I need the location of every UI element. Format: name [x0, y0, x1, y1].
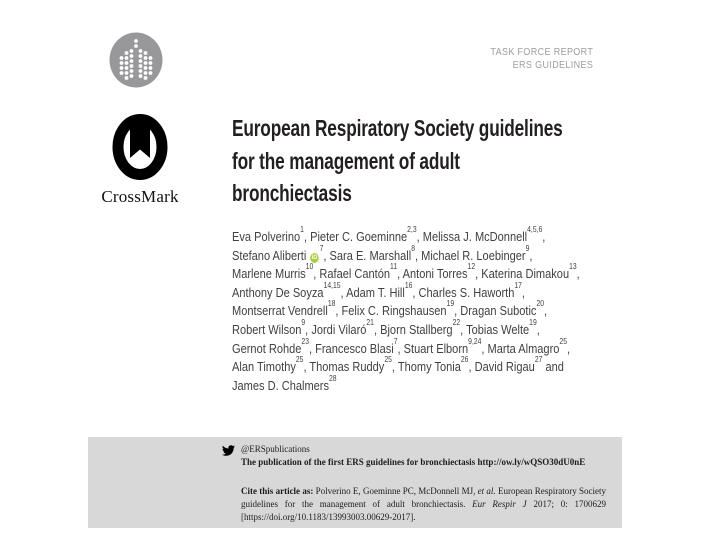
twitter-bird-icon [222, 444, 235, 457]
author-name-text: , [536, 321, 540, 337]
author-name-text: Stefano Aliberti [232, 247, 310, 263]
author-name-text: , [542, 229, 546, 244]
affiliation-superscript: 11 [390, 262, 398, 272]
affiliation-superscript: 28 [329, 373, 337, 383]
affiliation-superscript: 13 [569, 262, 577, 272]
citation-paragraph [241, 485, 606, 524]
author-name-text: Anthony De Soyza [232, 284, 324, 300]
author-name-text: Marlene Murris [232, 266, 306, 282]
affiliation-superscript: 25 [559, 336, 567, 346]
author-name-text: , Stuart Elborn [397, 340, 469, 356]
tweet-row [222, 443, 606, 469]
affiliation-superscript: 25 [384, 355, 392, 365]
author-name-text: , David Rigau [468, 359, 535, 375]
author-name-text: , Adam T. Hill [340, 284, 405, 300]
author-name-text: , Marta Almagro [481, 340, 560, 356]
affiliation-superscript: 8 [411, 243, 416, 253]
tweet-link[interactable]: http://ow.ly/wQSO30dU0nE [477, 457, 586, 467]
affiliation-superscript: 9,24 [468, 336, 482, 346]
author-name-text: , [544, 303, 548, 319]
author-name-text: , [566, 340, 571, 356]
author-name-text: , [529, 247, 533, 263]
title-line: European Respiratory Society guidelines [232, 115, 563, 141]
citation-segment: Polverino E, Goeminne PC, McDonnell MJ, [315, 486, 478, 496]
crossmark-badge[interactable] [96, 114, 184, 207]
affiliation-superscript: 18 [327, 299, 336, 309]
ers-lungs-logo [108, 32, 164, 88]
title-line: for the management of adult [232, 147, 460, 174]
author-name-text: , Charles S. Haworth [412, 284, 515, 300]
author-name-text: , Rafael Cantón [313, 266, 391, 282]
author-name-text: , [521, 284, 526, 300]
author-name-text: , Dragan Subotic [454, 303, 537, 319]
affiliation-superscript: 1 [300, 225, 304, 235]
tweet-text-body: The publication of the first ERS guidelines for bronchiectasis [241, 457, 478, 467]
author-line [232, 280, 580, 303]
orcid-icon[interactable]: iD [311, 253, 318, 261]
author-name-text: , Katerina Dimakou [475, 266, 570, 282]
affiliation-superscript: 27 [534, 355, 543, 365]
affiliation-superscript: 12 [467, 262, 476, 272]
crossmark-label: CrossMark [101, 187, 179, 206]
affiliation-superscript: 20 [536, 299, 545, 309]
affiliation-superscript: 23 [301, 336, 309, 346]
citation-segment: European Respiratory Society guidelines for the management of adult bronchiectasis. [241, 486, 606, 509]
affiliation-superscript: 17 [514, 280, 522, 290]
affiliation-superscript: 19 [446, 299, 455, 309]
author-name-text: , Michael R. Loebinger [415, 247, 526, 263]
title-line: bronchiectasis [232, 180, 352, 206]
author-name-text: , Francesco Blasi [308, 340, 394, 356]
affiliation-superscript: 21 [366, 318, 374, 328]
author-line [232, 336, 580, 359]
citation-doi-link[interactable]: [https://doi.org/10.1183/13993003.00629-2017]. [241, 512, 416, 522]
author-line [232, 243, 580, 266]
affiliation-superscript: 16 [404, 280, 413, 290]
citation-segment: Eur Respir J [472, 499, 527, 509]
author-name-text: and [542, 359, 564, 375]
author-name-text: , [576, 266, 580, 282]
author-name-text: Eva Polverino [232, 229, 301, 244]
affiliation-superscript: 9 [301, 318, 306, 328]
citation-segment: et al. [477, 486, 496, 496]
affiliation-superscript: 2,3 [407, 225, 417, 235]
author-line [232, 318, 580, 340]
author-line [232, 299, 580, 321]
affiliation-superscript: 19 [529, 318, 537, 328]
ers-lungs-logo-svg [108, 32, 164, 88]
tweet-text [241, 456, 585, 469]
tweet-content [241, 443, 585, 469]
citation-segment: Cite this article as: [241, 486, 316, 496]
author-name-text: , Bjorn Stallberg [373, 321, 453, 337]
affiliation-superscript: 26 [460, 355, 469, 365]
article-title [232, 112, 563, 210]
footer-citation-box [88, 437, 622, 528]
kicker-ers-guidelines: ERS GUIDELINES [512, 60, 593, 71]
author-line [232, 355, 580, 377]
author-name-text: Alan Timothy [232, 359, 296, 375]
affiliation-superscript: 9 [525, 243, 530, 253]
twitter-handle[interactable]: @ERSpublications [241, 444, 310, 454]
affiliation-superscript: 7 [393, 336, 398, 346]
author-name-text: Robert Wilson [232, 321, 302, 337]
author-name-text: , Jordi Vilaró [305, 321, 367, 337]
author-name-text: James D. Chalmers [232, 377, 330, 393]
report-kicker [490, 46, 593, 72]
author-line [232, 373, 580, 396]
citation-segment: 2017; 0: 1700629 [526, 499, 606, 509]
author-name-text: , Tobias Welte [460, 321, 530, 337]
affiliation-superscript: 14,15 [323, 280, 341, 290]
affiliation-superscript: 25 [295, 355, 304, 365]
author-name-text: , Felix C. Ringshausen [335, 303, 447, 319]
author-name-text: Montserrat Vendrell [232, 303, 328, 319]
author-name-text: , Melissa J. McDonnell [416, 229, 528, 244]
kicker-task-force-report: TASK FORCE REPORT [490, 47, 593, 58]
author-name-text: , Pieter C. Goeminne [303, 229, 408, 244]
affiliation-superscript: 22 [452, 318, 461, 328]
crossmark-bookmark-icon [109, 114, 171, 180]
affiliation-superscript: 10 [305, 262, 314, 272]
author-name-text: , Thomy Tonia [391, 359, 461, 375]
author-name-text: , Thomas Ruddy [303, 359, 385, 375]
author-name-text: Gernot Rohde [232, 340, 302, 356]
affiliation-superscript: 7 [319, 243, 324, 253]
author-list [232, 225, 580, 395]
affiliation-superscript: 4,5,6 [527, 225, 543, 235]
author-name-text: , Sara E. Marshall [323, 247, 412, 263]
author-name-text: , Antoni Torres [397, 266, 468, 282]
